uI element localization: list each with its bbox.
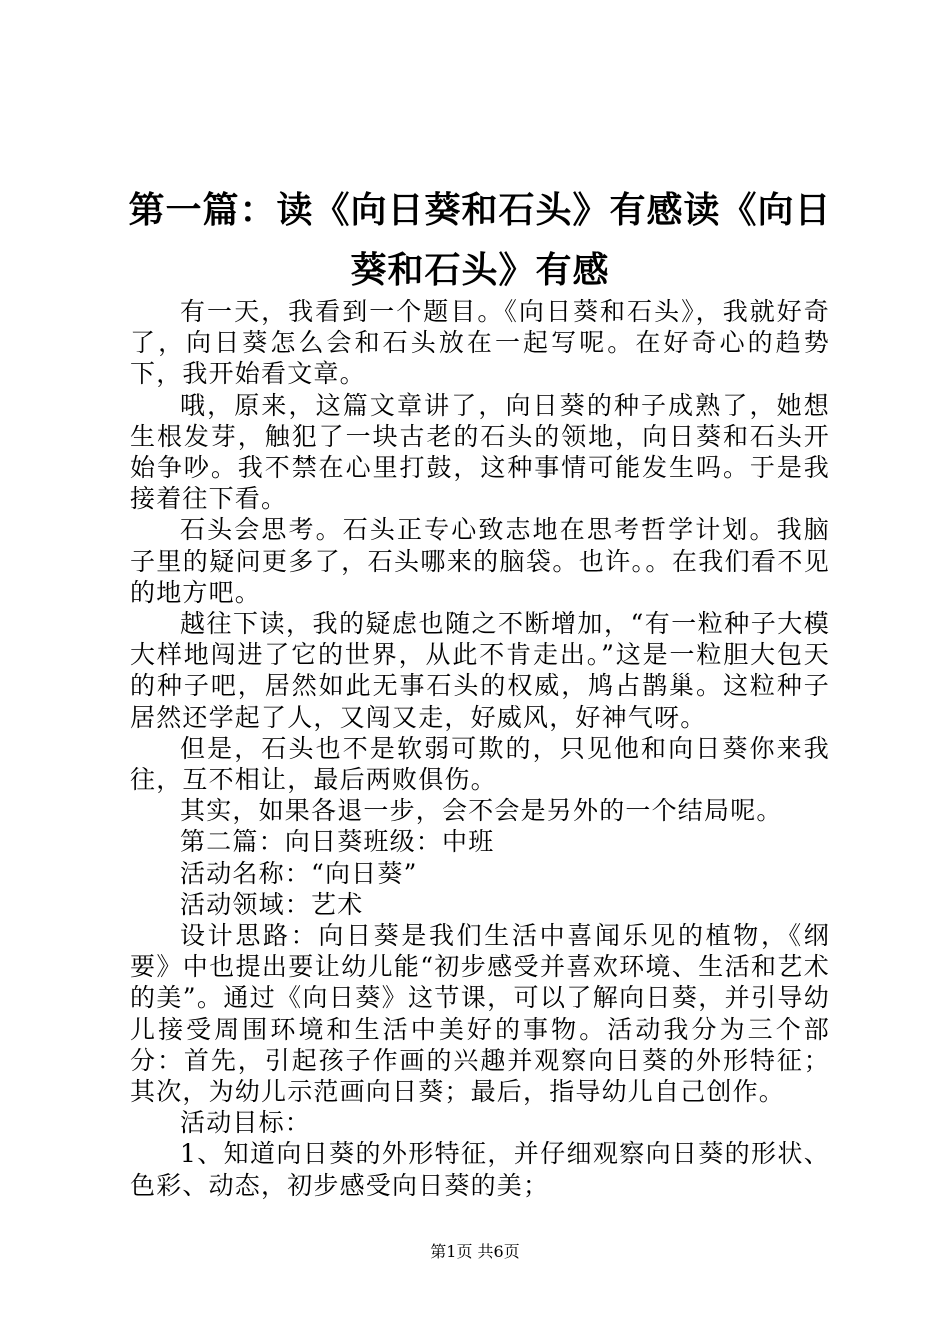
document-body xyxy=(130,296,830,1201)
paragraph: 石头会思考。石头正专心致志地在思考哲学计划。我脑子里的疑问更多了，石头哪来的脑袋。也许。。在我们看不见的地方吧。 xyxy=(130,515,830,607)
paragraph: 越往下读，我的疑虑也随之不断增加，“有一粒种子大模大样地闯进了它的世界，从此不肯走出。”这是一粒胆大包天的种子吧，居然如此无事石头的权威，鸠占鹊巢。这粒种子居然还学起了人，又闯又走，好威风，好神气呀。 xyxy=(130,609,830,732)
paragraph: 哦，原来，这篇文章讲了，向日葵的种子成熟了，她想生根发芽，触犯了一块古老的石头的领地，向日葵和石头开始争吵。我不禁在心里打鼓，这种事情可能发生吗。于是我接着往下看。 xyxy=(130,390,830,514)
paragraph: 有一天，我看到一个题目。《向日葵和石头》，我就好奇了，向日葵怎么会和石头放在一起写呢。在好奇心的趋势下，我开始看文章。 xyxy=(130,297,830,389)
section-heading: 第二篇：向日葵班级：中班 xyxy=(180,827,495,857)
paragraph: 但是，石头也不是软弱可欺的，只见他和向日葵你来我往，互不相让，最后两败俱伤。 xyxy=(130,733,830,795)
activity-goals-heading: 活动目标： xyxy=(180,1108,312,1138)
activity-goal-item: 1、知道向日葵的外形特征，并仔细观察向日葵的形状、色彩、动态，初步感受向日葵的美； xyxy=(130,1139,830,1200)
document-title: 第一篇：读《向日葵和石头》有感读《向日葵和石头》有感 xyxy=(128,189,832,291)
activity-domain: 活动领域：艺术 xyxy=(180,889,364,919)
paragraph: 其实，如果各退一步，会不会是另外的一个结局呢。 xyxy=(180,796,783,826)
design-rationale: 设计思路：向日葵是我们生活中喜闻乐见的植物，《纲要》中也提出要让幼儿能“初步感受并喜欢环境、生活和艺术的美”。通过《向日葵》这节课，可以了解向日葵，并引导幼儿接受周围环境和生活中美好的事物。活动我分为三个部分：首先，引起孩子作画的兴趣并观察向日葵的外形特征；其次，为幼儿示范画向日葵；最后，指导幼儿自己创作。 xyxy=(130,921,830,1107)
page-footer: 第1页 共6页 xyxy=(430,1242,520,1261)
activity-name: 活动名称：“向日葵” xyxy=(180,858,418,888)
